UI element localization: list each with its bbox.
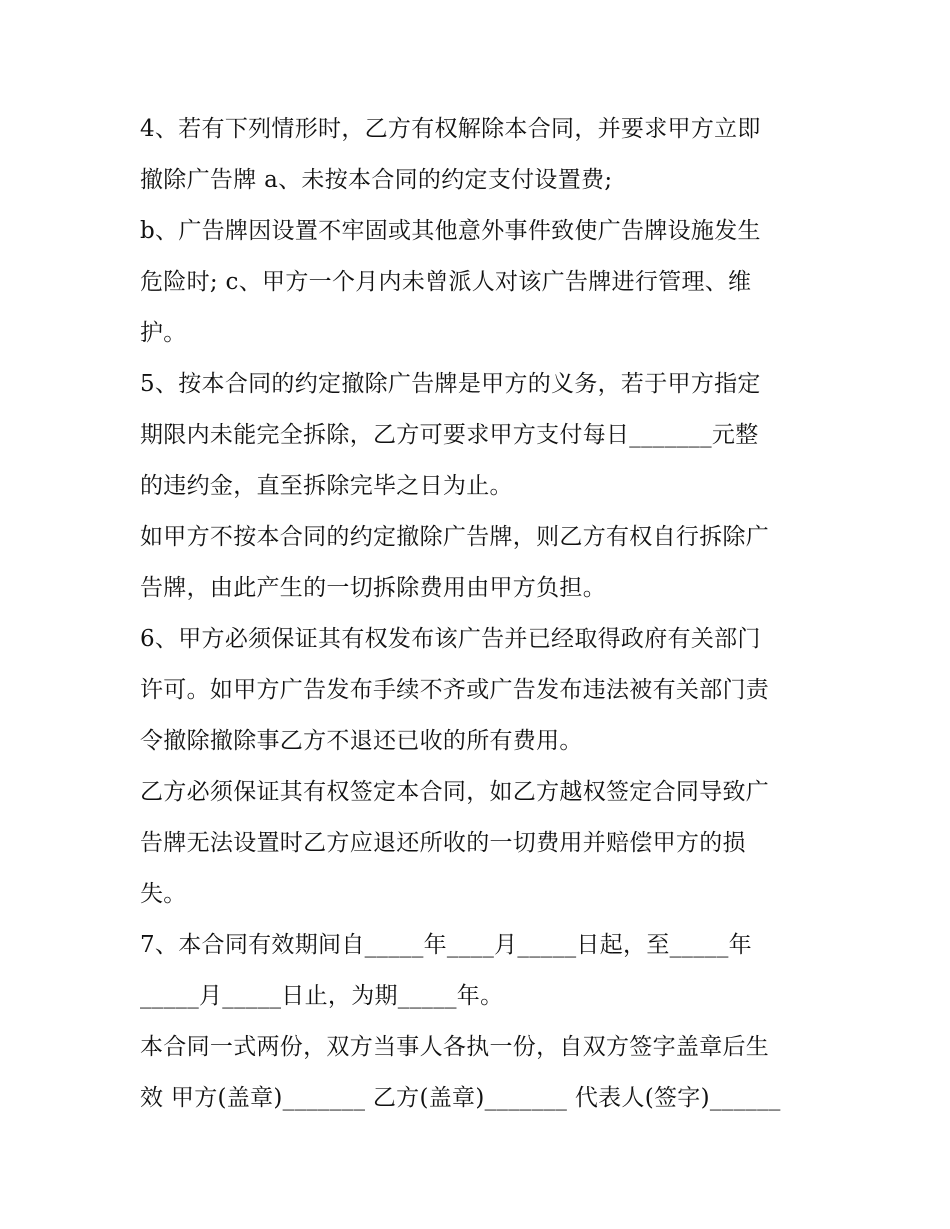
clause-6-line-3: 令撤除撤除事乙方不退还已收的所有费用。	[140, 728, 583, 754]
clause-5-line-1: 5、按本合同的约定撤除广告牌是甲方的义务，若于甲方指定	[140, 371, 761, 397]
clause-6-extra-line-3: 失。	[140, 881, 187, 907]
clause-7-line-2: _____月_____日止，为期_____年。	[140, 983, 504, 1009]
clause-6-line-1: 6、甲方必须保证其有权发布该广告并已经取得政府有关部门	[140, 626, 761, 652]
closing-line-1: 本合同一式两份，双方当事人各执一份，自双方签字盖章后生	[140, 1034, 770, 1060]
clause-5-line-2: 期限内未能完全拆除，乙方可要求甲方支付每日_______元整	[140, 422, 759, 448]
clause-4-line-4: 危险时; c、甲方一个月内未曾派人对该广告牌进行管理、维	[140, 269, 752, 295]
clause-6-extra-line-1: 乙方必须保证其有权签定本合同，如乙方越权签定合同导致广	[140, 779, 770, 805]
clause-4-line-2: 撤除广告牌 a、未按本合同的约定支付设置费;	[140, 167, 613, 193]
clause-6-extra-line-2: 告牌无法设置时乙方应退还所收的一切费用并赔偿甲方的损	[140, 830, 746, 856]
contract-body	[140, 104, 820, 1124]
signature-line: 效 甲方(盖章)_______ 乙方(盖章)_______ 代表人(签字)______	[140, 1085, 781, 1111]
clause-5-extra-line-1: 如甲方不按本合同的约定撤除广告牌，则乙方有权自行拆除广	[140, 524, 770, 550]
clause-7-line-1: 7、本合同有效期间自_____年____月_____日起，至_____年	[140, 932, 752, 958]
clause-4-line-3: b、广告牌因设置不牢固或其他意外事件致使广告牌设施发生	[140, 218, 761, 244]
clause-5-line-3: 的违约金，直至拆除完毕之日为止。	[140, 473, 513, 499]
clause-5-extra-line-2: 告牌，由此产生的一切拆除费用由甲方负担。	[140, 575, 606, 601]
clause-4-line-1: 4、若有下列情形时，乙方有权解除本合同，并要求甲方立即	[140, 116, 761, 142]
clause-6-line-2: 许可。如甲方广告发布手续不齐或广告发布违法被有关部门责	[140, 677, 770, 703]
clause-4-line-5: 护。	[140, 320, 187, 346]
